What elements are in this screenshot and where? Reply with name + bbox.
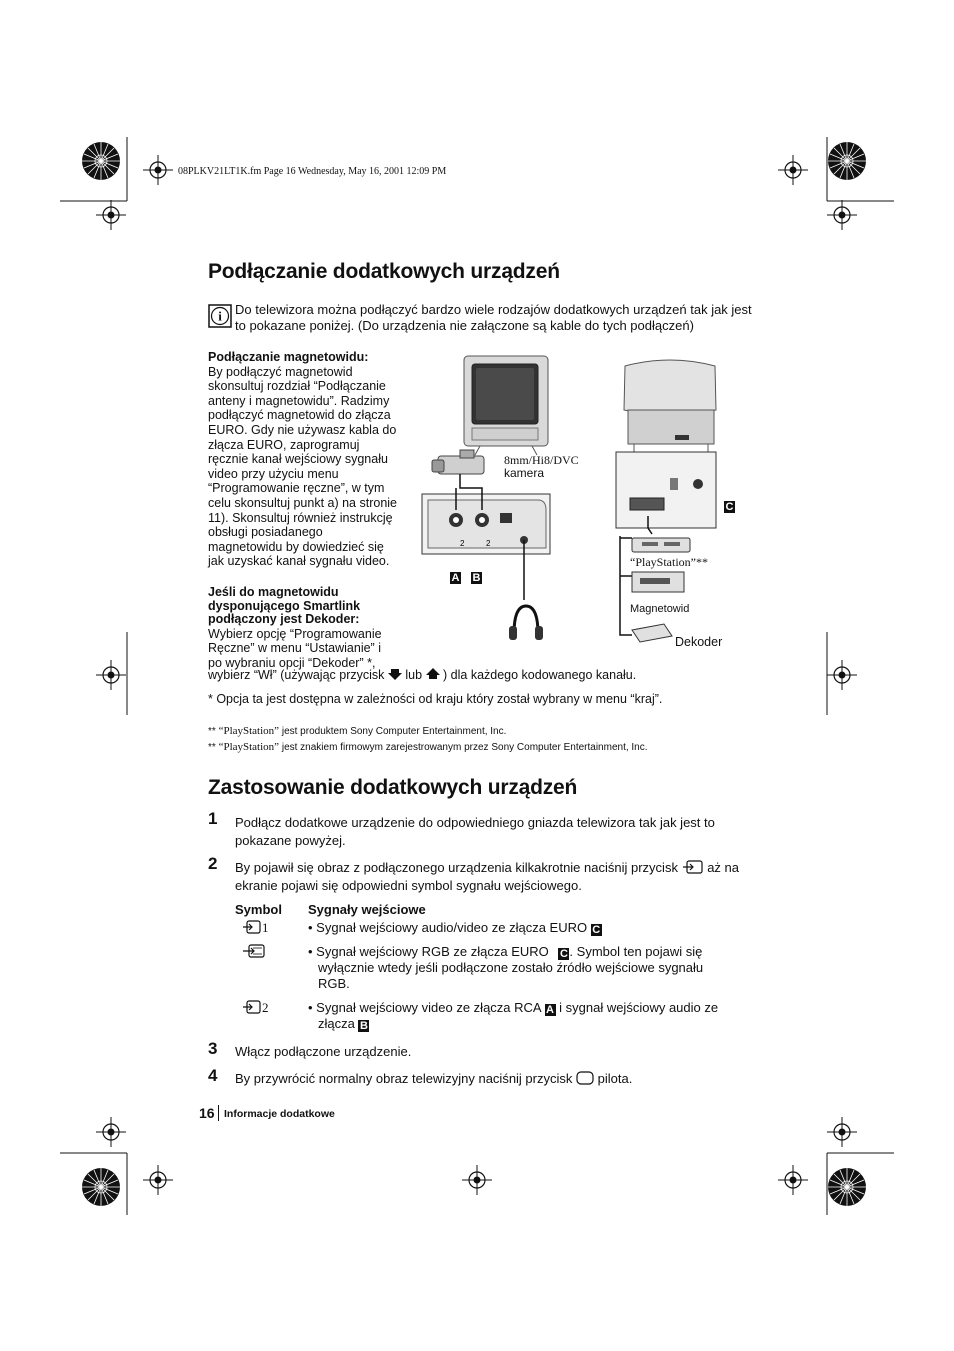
decoder-icon: [632, 624, 672, 642]
section-title-usage: Zastosowanie dodatkowych urządzeń: [208, 776, 578, 799]
label-a: A: [451, 572, 460, 584]
label-c: C: [592, 924, 601, 936]
symbol-av2: 2: [242, 1000, 269, 1016]
table-row-2-text: • Sygnał wejściowy RGB ze złącza EURO C . Symbol ten pojawi się wyłącznie wtedy jeśli podłączone zostało źródło wejściowe sygnału RGB.: [308, 944, 704, 991]
rgb-input-symbol-icon: [242, 944, 266, 958]
footnote-playstation-2: ** “PlayStation” jest znakiem firmowym zarejestrowanym przez Sony Computer Entertainment, Inc.: [208, 741, 648, 753]
footer-divider: [218, 1105, 219, 1121]
table-row-1-text: • Sygnał wejściowy audio/video ze złącza EURO C: [308, 920, 601, 936]
label-a: A: [546, 1004, 554, 1016]
step-number-1: 1: [208, 809, 218, 828]
table-header-signals: Sygnały wejściowe: [308, 902, 426, 917]
footnote-country: * Opcja ta jest dostępna w zależności od kraju który został wybrany w menu “kraj”.: [208, 692, 663, 706]
table-header-symbol: Symbol: [235, 902, 282, 917]
back-panel: [616, 452, 716, 528]
vcr-instructions: Podłączanie magnetowidu: By podłączyć magnetowid skonsultuj rozdział “Podłączanie anteny i magnetowidu”. Radzimy podłączyć magnetowid do złącza EURO. Gdy nie używasz kabla do złącza EURO, zaprogramuj ręcznie kanał wejściowy sygnału video przy użyciu menu “Programowanie ręczne”, w tym celu skonsultuj punkt a) na stronie 11). Skonsultuj również instrukcję obsługi posiadanego magnetowidu by dowiedzieć się jak uzyskać kanał sygnału video.: [208, 350, 397, 569]
vcr-icon: [632, 572, 684, 592]
input-symbol-icon: [242, 1000, 262, 1014]
connection-diagram: [420, 350, 750, 670]
tv-back: [624, 360, 716, 454]
tv-button-icon: [576, 1071, 594, 1085]
symbol-rgb: [242, 944, 266, 963]
input-select-button-icon: [682, 860, 704, 874]
decoder-label: Dekoder: [675, 635, 723, 649]
decoder-last-line: wybierz “Wł” (używając przycisk lub ) dla każdego kodowanego kanału.: [208, 668, 637, 682]
step-1-text: Podłącz dodatkowe urządzenie do odpowiedniego gniazda telewizora tak jak jest to pokazane powyżej.: [235, 815, 715, 848]
page-number: 16: [199, 1105, 215, 1121]
table-row-3-text: • Sygnał wejściowy video ze złącza RCA A i sygnał wejściowy audio ze złącza B: [308, 1000, 719, 1032]
decoder-instructions: Jeśli do magnetowidu dysponującego Smartlink podłączony jest Dekoder: Wybierz opcję “Programowanie Ręczne” w menu “Ustawianie” i po wybraniu opcji “Dekoder” *,: [208, 585, 382, 670]
step-4-text: By przywrócić normalny obraz telewizyjny naciśnij przycisk pilota.: [235, 1071, 633, 1086]
step-2-text: By pojawił się obraz z podłączonego urządzenia kilkakrotnie naciśnij przycisk aż na ekranie pojawi się odpowiedni symbol sygnału wejściowego.: [235, 860, 740, 893]
info-icon: [208, 304, 232, 328]
file-header: 08PLKV21LT1K.fm Page 16 Wednesday, May 16, 2001 12:09 PM: [178, 166, 447, 177]
step-number-4: 4: [208, 1066, 218, 1085]
footnote-playstation-1: ** “PlayStation” jest produktem Sony Computer Entertainment, Inc.: [208, 725, 507, 737]
vcr-label: Magnetowid: [630, 603, 690, 615]
label-b: B: [360, 1020, 368, 1032]
step-number-3: 3: [208, 1039, 218, 1058]
arrow-down-icon: [388, 668, 402, 680]
jack-label-audio: 2: [486, 539, 491, 548]
label-c: C: [559, 948, 568, 960]
playstation-icon: [632, 538, 690, 552]
playstation-label: “PlayStation”**: [630, 555, 708, 569]
symbol-av1: 1: [242, 920, 269, 936]
step-number-2: 2: [208, 854, 218, 873]
tv-front: [464, 356, 548, 455]
step-3-text: Włącz podłączone urządzenie.: [235, 1044, 412, 1059]
section-title-connecting: Podłączanie dodatkowych urządzeń: [208, 260, 560, 283]
label-b: B: [472, 572, 481, 584]
label-c: C: [725, 501, 734, 513]
jack-label-video: 2: [460, 539, 465, 548]
footer-section: Informacje dodatkowe: [224, 1108, 335, 1120]
camera-label: 8mm/Hi8/DVC kamera: [504, 453, 579, 480]
svg-text:i: i: [218, 308, 222, 324]
input-symbol-icon: [242, 920, 262, 934]
headphones-icon: [509, 606, 543, 640]
front-panel: [422, 494, 550, 554]
intro-text: Do telewizora można podłączyć bardzo wiele rodzajów dodatkowych urządzeń tak jak jest to pokazane poniżej. (Do urządzenia nie załączone są kable do tych podłączeń): [235, 302, 752, 333]
